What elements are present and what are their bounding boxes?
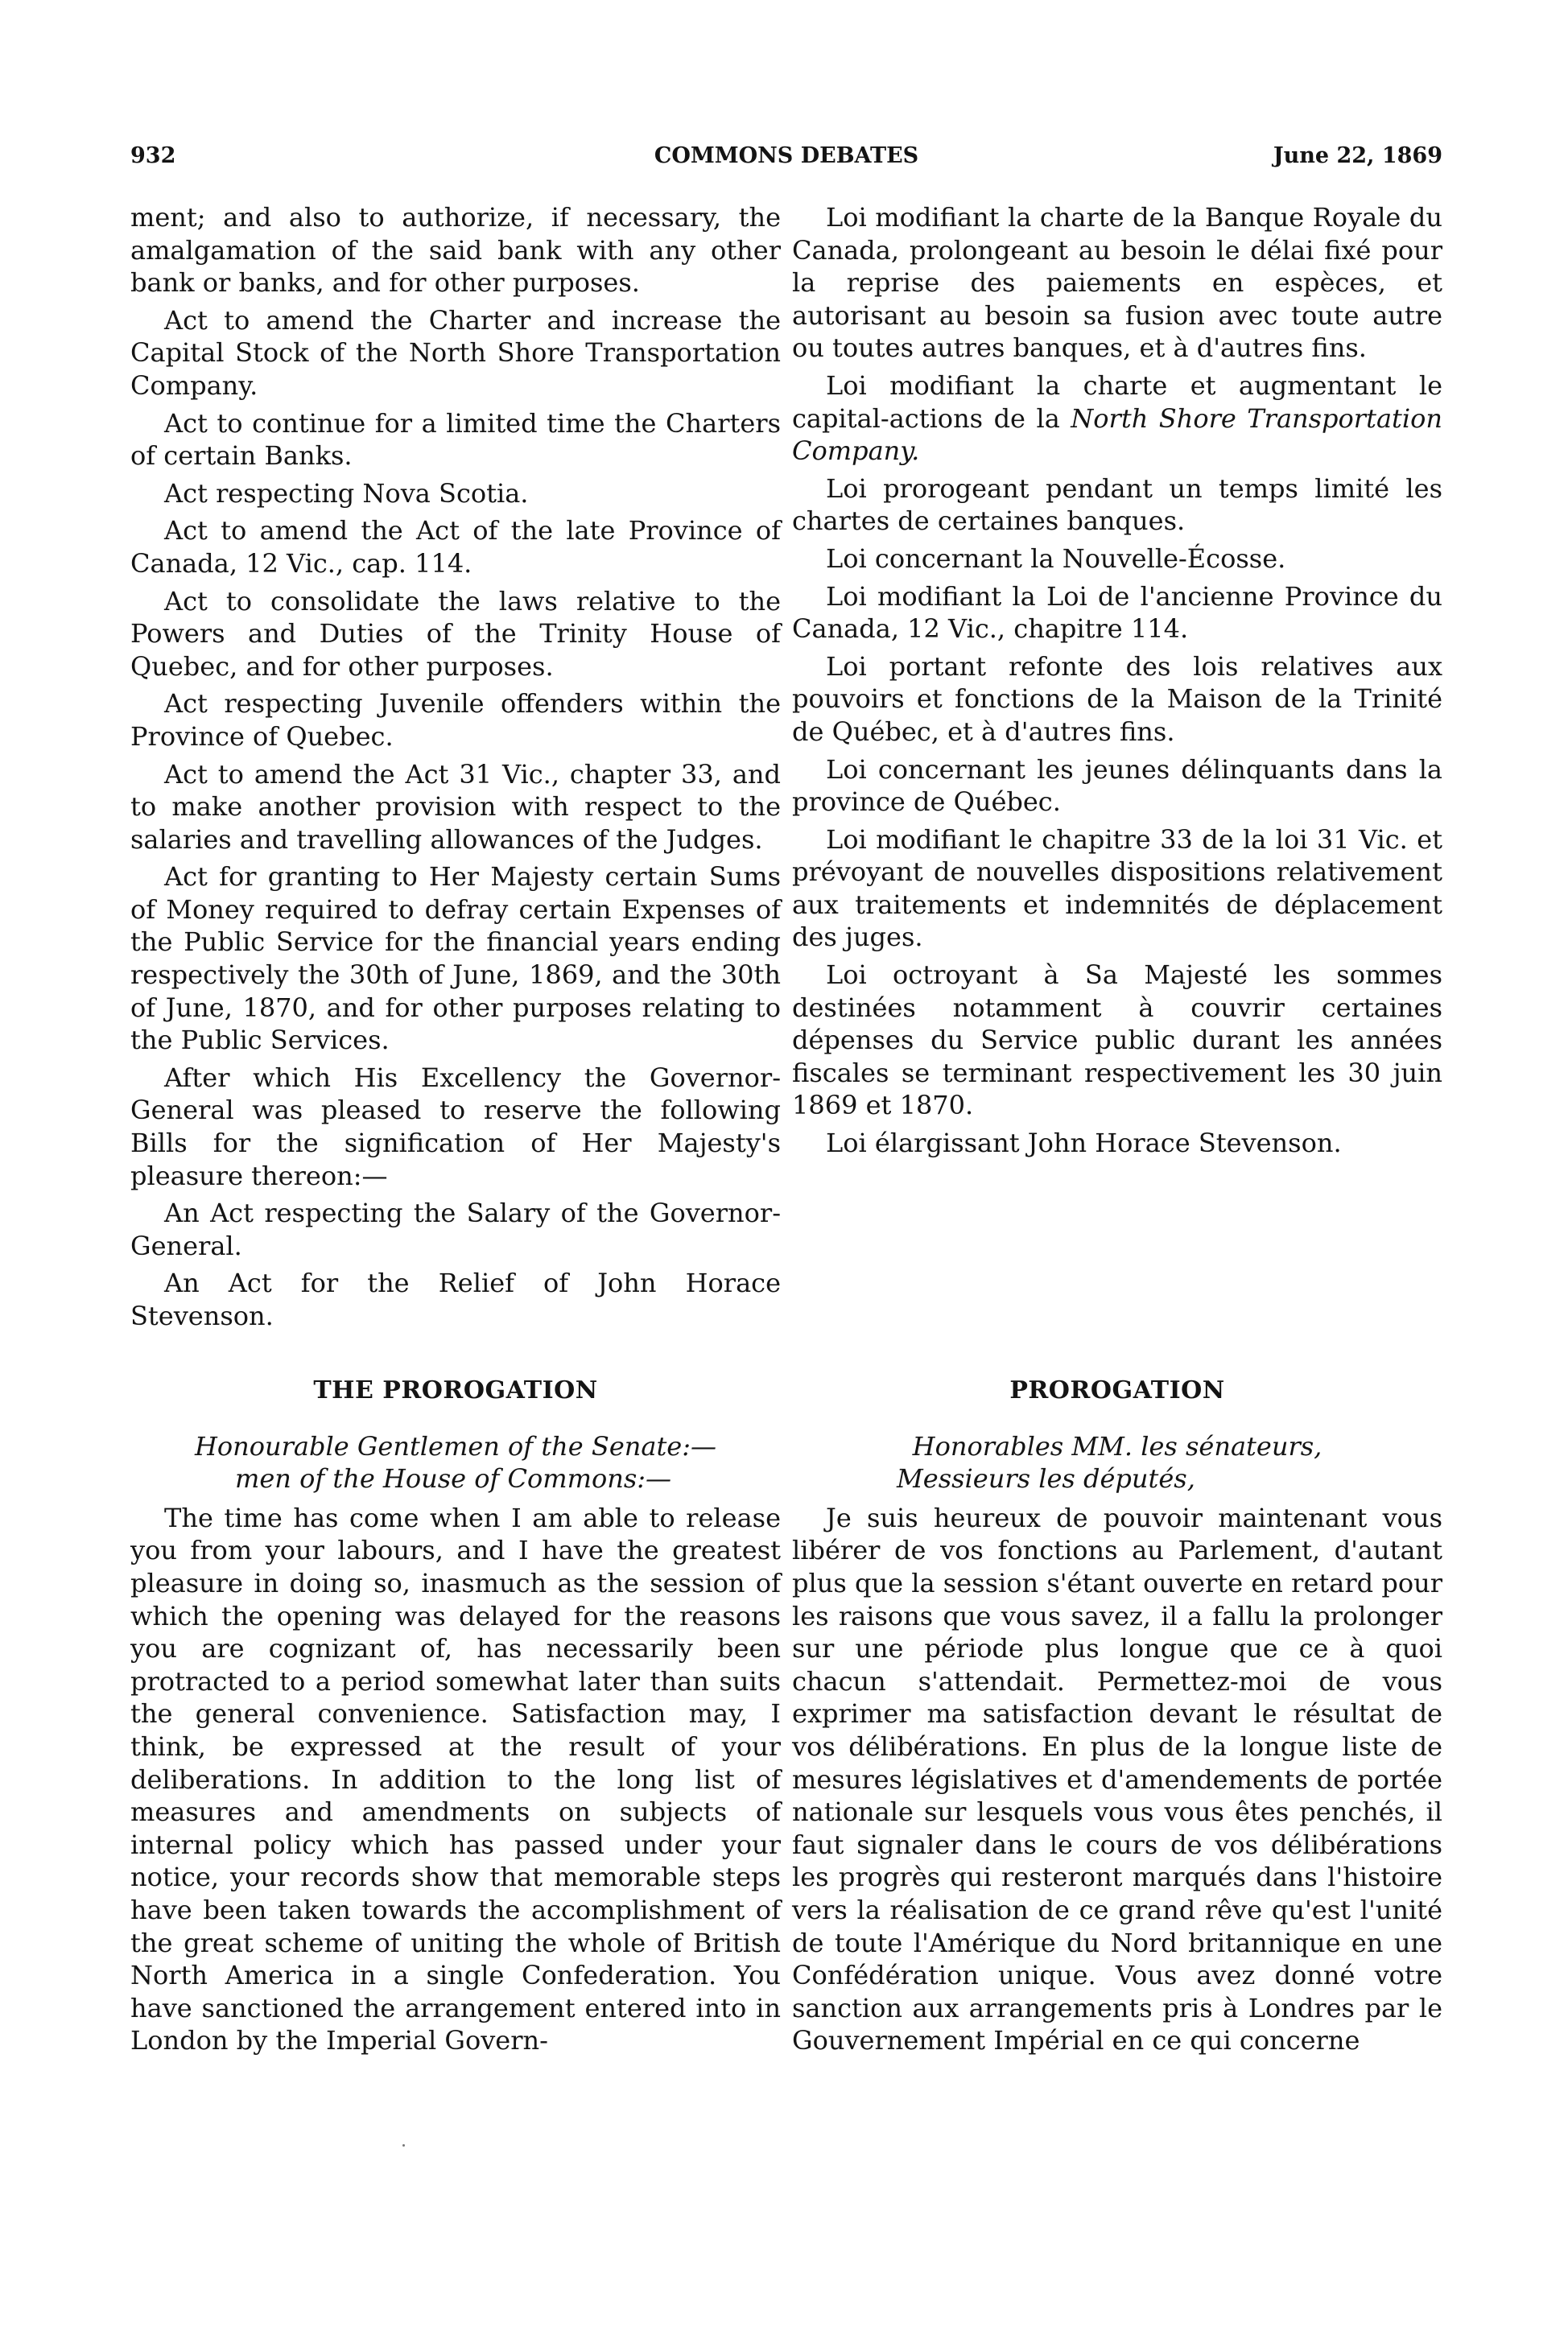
bill-paragraph: An Act respecting the Salary of the Governor-General. [130,1198,781,1261]
journal-title: COMMONS DEBATES [654,143,919,168]
page-date: June 22, 1869 [1273,143,1442,168]
bill-paragraph: An Act for the Relief of John Horace Stevenson. [130,1268,781,1331]
bill-paragraph: Loi modifiant le chapitre 33 de la loi 31 Vic. et prévoyant de nouvelles dispositions relativement aux traitements et indemnités de déplacement des juges. [792,823,1442,953]
bill-paragraph: Loi élargissant John Horace Stevenson. [826,1128,1342,1159]
reservation-paragraph: After which His Excellency the Governor-General was pleased to reserve the following Bills for the signification of Her Majesty's pleasure thereon:— [130,1062,781,1191]
bill-paragraph: Loi modifiant la Loi de l'ancienne Province du Canada, 12 Vic., chapitre 114. [792,580,1442,645]
english-prorogation-column [130,1375,781,2062]
company-name: North Shore Transportation Company. [792,402,1443,467]
bill-paragraph: Act respecting Juvenile offenders within the Province of Quebec. [130,688,781,752]
bill-paragraph: Loi portant refonte des lois relatives aux pouvoirs et fonctions de la Maison de la Trinité de Québec, et à d'autres fins. [792,650,1442,747]
address-line: Messieurs les députés, [897,1463,1195,1495]
address-line: men of the House of Commons:— [235,1463,672,1495]
bill-paragraph: Act to consolidate the laws relative to the Powers and Duties of the Trinity House of Quebec, and for other purposes. [130,585,781,682]
address-line: Honourable Gentlemen of the Senate:— [194,1430,717,1462]
bill-paragraph [792,369,1442,468]
scan-speck [402,2144,405,2147]
bill-paragraph: Act respecting Nova Scotia. [164,477,529,509]
bill-paragraph: Act to amend the Act of the late Province of Canada, 12 Vic., cap. 114. [130,515,781,579]
french-bills-column [792,201,1442,1165]
speech-paragraph: Je suis heureux de pouvoir maintenant vous libérer de vos fonctions au Parlement, d'autant plus que la session s'étant ouverte en retard pour les raisons que vous savez, il a fallu la prolonger sur une période plus longue que ce à quoi chacun s'attendait. Permettez-moi de vous exprimer ma satisfaction devant le résultat de vos délibérations. En plus de la longue liste de mesures législatives et d'amendements de portée nationale sur lesquels vous vous êtes penchés, il faut signaler dans le cours de vos délibérations les progrès qui resteront marqués dans l'histoire vers la réalisation de ce grand rêve qu'est l'unité de toute l'Amérique du Nord britannique en une Confédération unique. Vous avez donné votre sanction aux arrangements pris à Londres par le Gouvernement Impérial en ce qui concerne [792,1502,1442,2056]
bill-paragraph: Act to amend the Act 31 Vic., chapter 33, and to make another provision with respect to the salaries and travelling allowances of the Judges. [130,758,781,855]
bill-paragraph: Loi concernant les jeunes délinquants dans la province de Québec. [792,753,1442,818]
french-prorogation-column [792,1375,1442,2062]
english-bills-column [130,201,781,1338]
bill-text: Loi modifiant la charte et augmentant le capital-actions de la [792,369,1442,434]
bill-paragraph: ment; and also to authorize, if necessary, the amalgamation of the said bank with any other bank or banks, and for other purposes. [130,202,781,299]
bill-paragraph: Loi modifiant la charte de la Banque Royale du Canada, prolongeant au besoin le délai fixé pour la reprise des paiements en espèces, et autorisant au besoin sa fusion avec toute autre ou toutes autres banques, et à d'autres fins. [792,202,1442,364]
bill-paragraph: Act for granting to Her Majesty certain Sums of Money required to defray certain Expenses of the Public Service for the financial years ending respectively the 30th of June, 1869, and the 30th of June, 1870, and for other purposes relating to the Public Services. [130,861,781,1056]
speech-paragraph: The time has come when I am able to release you from your labours, and I have the greatest pleasure in doing so, inasmuch as the session of which the opening was delayed for the reasons you are cognizant of, has necessarily been protracted to a period somewhat later than suits the general convenience. Satisfaction may, I think, be expressed at the result of your deliberations. In addition to the long list of measures and amendments on subjects of internal policy which has passed under your notice, your records show that memorable steps have been taken towards the accomplishment of the great scheme of uniting the whole of British North America in a single Confederation. You have sanctioned the arrangement entered into in London by the Imperial Govern- [130,1502,781,2056]
section-heading: THE PROROGATION [313,1376,598,1404]
page-header [130,143,1442,175]
bill-paragraph: Loi prorogeant pendant un temps limité les chartes de certaines banques. [792,472,1442,537]
address-line: Honorables MM. les sénateurs, [912,1430,1322,1462]
section-heading: PROROGATION [1009,1376,1225,1404]
bill-paragraph: Act to amend the Charter and increase the Capital Stock of the North Shore Transportation Company. [130,304,781,401]
bill-paragraph: Loi octroyant à Sa Majesté les sommes destinées notamment à couvrir certaines dépenses du Service public durant les années fiscales se terminant respectivement les 30 juin 1869 et 1870. [792,959,1442,1121]
bill-paragraph: Act to continue for a limited time the Charters of certain Banks. [130,407,781,472]
page-number: 932 [130,143,176,168]
bill-paragraph: Loi concernant la Nouvelle-Écosse. [826,542,1286,574]
